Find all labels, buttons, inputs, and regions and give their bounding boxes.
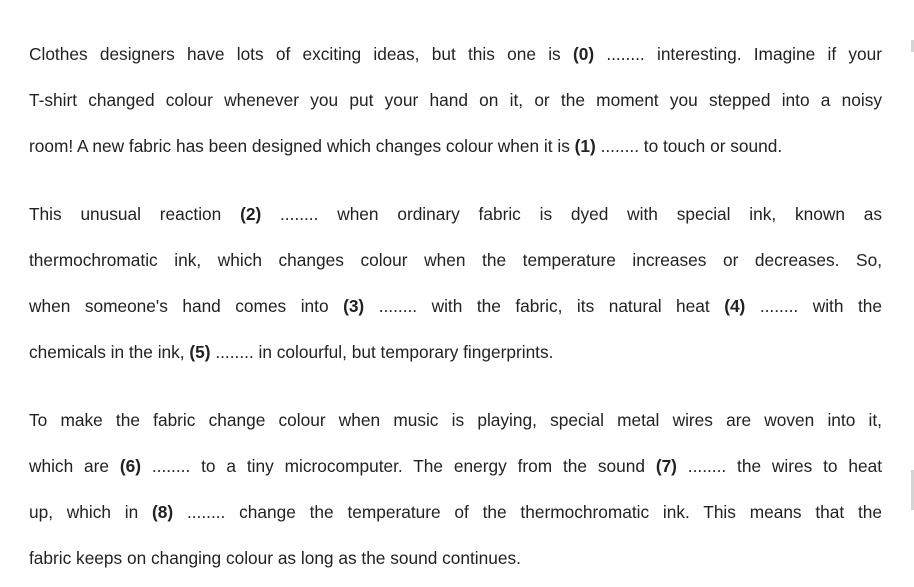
gap-number: (3) [343,296,365,316]
text-segment: ........ to touch or sound. [595,136,783,156]
text-line [29,455,882,477]
text-segment: ........ the wires to heat [676,456,883,476]
text-line [29,409,882,431]
text-segment: ........ with the fabric, its natural heat [364,296,725,316]
text-segment: ........ interesting. Imagine if your [594,44,882,64]
gap-number: (1) [574,136,596,156]
text-segment: thermochromatic ink, which changes colour when the temperature increases or decreases. So, [29,250,882,270]
gap-number: (8) [152,502,174,522]
text-segment: To make the fabric change colour when music is playing, special metal wires are woven into it, [29,410,882,430]
text-segment: chemicals in the ink, [29,342,190,362]
text-segment: ........ change the temperature of the thermochromatic ink. This means that the [173,502,882,522]
text-segment: ........ in colourful, but temporary fingerprints. [210,342,554,362]
text-line [29,89,882,111]
text-line [29,341,882,363]
gap-number: (7) [655,456,677,476]
text-segment: room! A new fabric has been designed which changes colour when it is [29,136,575,156]
text-line [29,295,882,317]
text-segment: ........ to a tiny microcomputer. The energy from the sound [141,456,656,476]
text-segment: which are [29,456,120,476]
text-segment: ........ with the [745,296,882,316]
gap-number: (6) [119,456,141,476]
gap-number: (4) [724,296,746,316]
text-line [29,203,882,225]
text-line [29,501,882,523]
gap-number: (2) [240,204,262,224]
text-segment: when someone's hand comes into [29,296,344,316]
text-segment: T-shirt changed colour whenever you put your hand on it, or the moment you stepped into a noisy [29,90,882,110]
text-line [29,547,882,569]
text-line [29,43,882,65]
text-line [29,135,882,157]
text-segment: Clothes designers have lots of exciting ideas, but this one is [29,44,573,64]
text-segment: up, which in [29,502,153,522]
text-segment: ........ when ordinary fabric is dyed with special ink, known as [261,204,882,224]
text-segment: This unusual reaction [29,204,241,224]
text-line [29,249,882,271]
text-segment: fabric keeps on changing colour as long as the sound continues. [29,548,521,568]
gap-number: (5) [189,342,211,362]
gap-number: (0) [572,44,595,64]
